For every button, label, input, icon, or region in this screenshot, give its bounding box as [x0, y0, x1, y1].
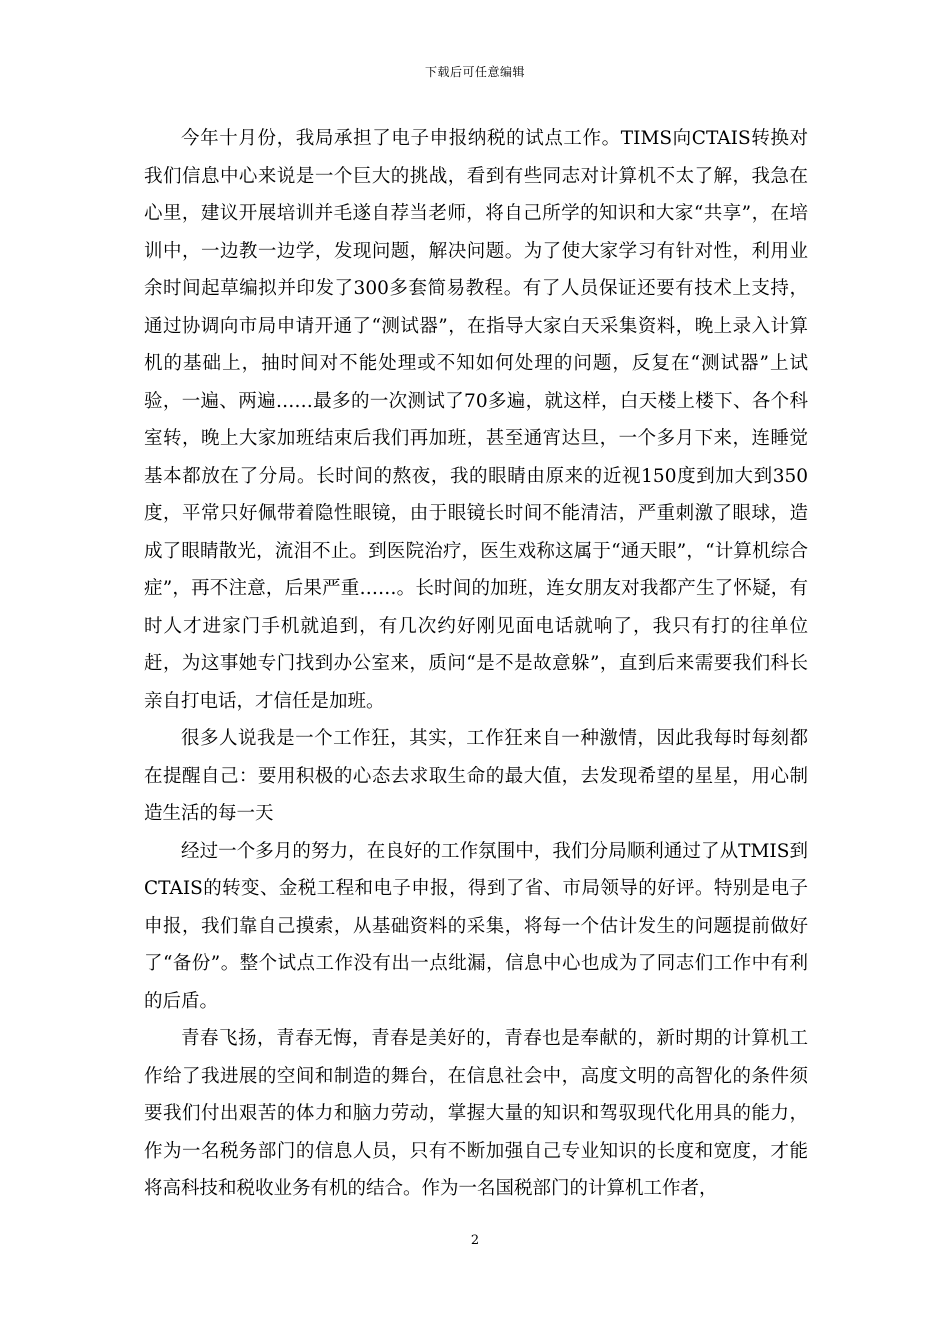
page-number: 2: [470, 1233, 480, 1248]
paragraph-2: 很多人说我是一个工作狂，其实，工作狂来自一种激情，因此我每时每刻都在提醒自己：要用积极的心态去求取生命的最大值，去发现希望的星星，用心制造生活的每一天: [144, 728, 808, 824]
page-header: 下载后可任意编辑: [424, 65, 525, 79]
document-body: [144, 120, 808, 1208]
paragraph-4: 青春飞扬，青春无悔，青春是美好的，青春也是奉献的，新时期的计算机工作给了我进展的空间和制造的舞台，在信息社会中，高度文明的高智化的条件须要我们付出艰苦的体力和脑力劳动，掌握大量的知识和驾驭现代化用具的能力，作为一名税务部门的信息人员，只有不断加强自己专业知识的长度和宽度，才能将高科技和税收业务有机的结合。作为一名国税部门的计算机工作者，: [144, 1028, 808, 1199]
paragraph-1: 今年十月份，我局承担了电子申报纳税的试点工作。TIMS向CTAIS转换对我们信息中心来说是一个巨大的挑战，看到有些同志对计算机不太了解，我急在心里，建议开展培训并毛遂自荐当老师，将自己所学的知识和大家“共享”，在培训中，一边教一边学，发现问题，解决问题。为了使大家学习有针对性，利用业余时间起草编拟并印发了300多套简易教程。有了人员保证还要有技术上支持，通过协调向市局申请开通了“测试器”，在指导大家白天采集资料，晚上录入计算机的基础上，抽时间对不能处理或不知如何处理的问题，反复在“测试器”上试验，一遍、两遍……最多的一次测试了70多遍，就这样，白天楼上楼下、各个科室转，晚上大家加班结束后我们再加班，甚至通宵达旦，一个多月下来，连睡觉基本都放在了分局。长时间的熬夜，我的眼睛由原来的近视150度到加大到350度，平常只好佩带着隐性眼镜，由于眼镜长时间不能清洁，严重刺激了眼球，造成了眼睛散光，流泪不止。到医院治疗，医生戏称这属于“通天眼”，“计算机综合症”，再不注意，后果严重……。长时间的加班，连女朋友对我都产生了怀疑，有时人才进家门手机就追到，有几次约好刚见面电话就响了，我只有打的往单位赶，为这事她专门找到办公室来，质问“是不是故意躲”，直到后来需要我们科长亲自打电话，才信任是加班。: [144, 128, 808, 712]
paragraph-3: 经过一个多月的努力，在良好的工作氛围中，我们分局顺利通过了从TMIS到CTAIS的转变、金税工程和电子申报，得到了省、市局领导的好评。特别是电子申报，我们靠自己摸索，从基础资料的采集，将每一个估计发生的问题提前做好了“备份”。整个试点工作没有出一点纰漏，信息中心也成为了同志们工作中有利的后盾。: [144, 840, 808, 1012]
